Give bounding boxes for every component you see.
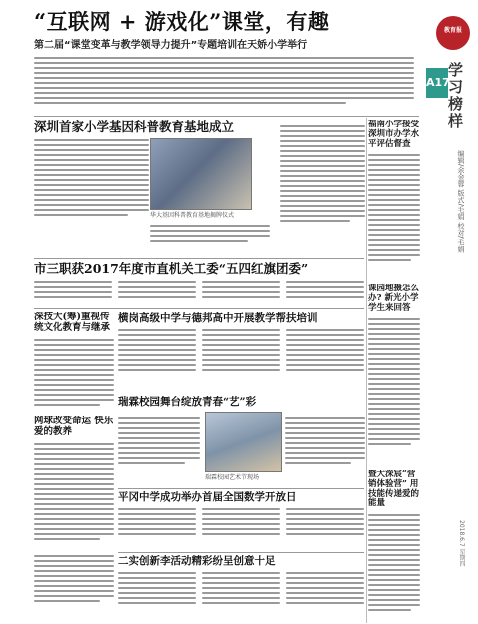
article-title: 课园地摄怎么办? 新光小学学生来回答 xyxy=(368,284,420,313)
article-title: 瑞霖校园舞台绽放青春“艺”彩 xyxy=(118,396,257,408)
article-title: 平冈中学成功举办首届全国数学开放日 xyxy=(118,491,297,503)
article-title: 福南小学接受深圳市办学水平评估督查 xyxy=(368,120,420,149)
intro-text xyxy=(34,52,414,112)
logo-text: 教育报 xyxy=(443,27,462,34)
photo-caption: 华大基因科普教育基地揭牌仪式 xyxy=(150,212,235,219)
article-8 xyxy=(118,555,364,621)
article-11 xyxy=(368,470,420,620)
article-10 xyxy=(368,284,420,464)
article-5-text xyxy=(118,412,200,484)
article-title: 网球改变命运 快乐爱的教养 xyxy=(34,416,114,437)
divider xyxy=(34,258,364,259)
divider xyxy=(34,308,364,309)
newspaper-logo xyxy=(436,16,470,50)
section-title: 学习榜样 xyxy=(446,62,464,130)
article-photo xyxy=(205,412,282,472)
article-9 xyxy=(368,120,420,280)
page-subheadline: 第二届“课堂变革与教学领导力提升”专题培训在天娇小学举行 xyxy=(34,40,308,51)
issue-date: 2018.6.7 星期四 xyxy=(458,520,465,567)
article-text-column xyxy=(280,120,365,255)
article-photo xyxy=(150,138,252,210)
article-5-continued xyxy=(285,412,365,484)
article-3 xyxy=(34,312,114,412)
page-headline: “互联网 + 游戏化”课堂，有趣 xyxy=(34,9,330,34)
divider xyxy=(34,116,419,117)
article-title: 二实创新李活动精彩纷呈创意十足 xyxy=(118,555,276,567)
article-1-continued xyxy=(150,220,270,254)
article-7 xyxy=(118,491,364,549)
divider xyxy=(118,552,364,553)
article-title: 横岗高级中学与德邦高中开展教学帮扶培训 xyxy=(118,312,318,324)
article-title: 暨大深宸“营销体验营” 用技能传递爱的能量 xyxy=(368,470,420,509)
article-6-continued xyxy=(34,550,114,620)
article-4 xyxy=(118,312,364,392)
page-number-badge: A17 xyxy=(426,68,448,98)
article-2 xyxy=(34,262,364,304)
divider xyxy=(118,488,364,489)
article-title: 深圳首家小学基因科普教育基地成立 xyxy=(34,120,235,134)
page-side-banner xyxy=(420,0,478,624)
article-title: 深技大(筹)重视传统文化教育与继承 xyxy=(34,312,111,333)
photo-caption: 瑞霖校园艺术节现场 xyxy=(205,474,260,481)
editor-credits: 编辑/余金蓉 版式/毛娟 校对/毛娟 xyxy=(457,150,465,253)
article-6 xyxy=(34,416,114,546)
column-divider xyxy=(366,118,367,623)
article-title: 市三职获2017年度市直机关工委“五四红旗团委” xyxy=(34,262,309,276)
